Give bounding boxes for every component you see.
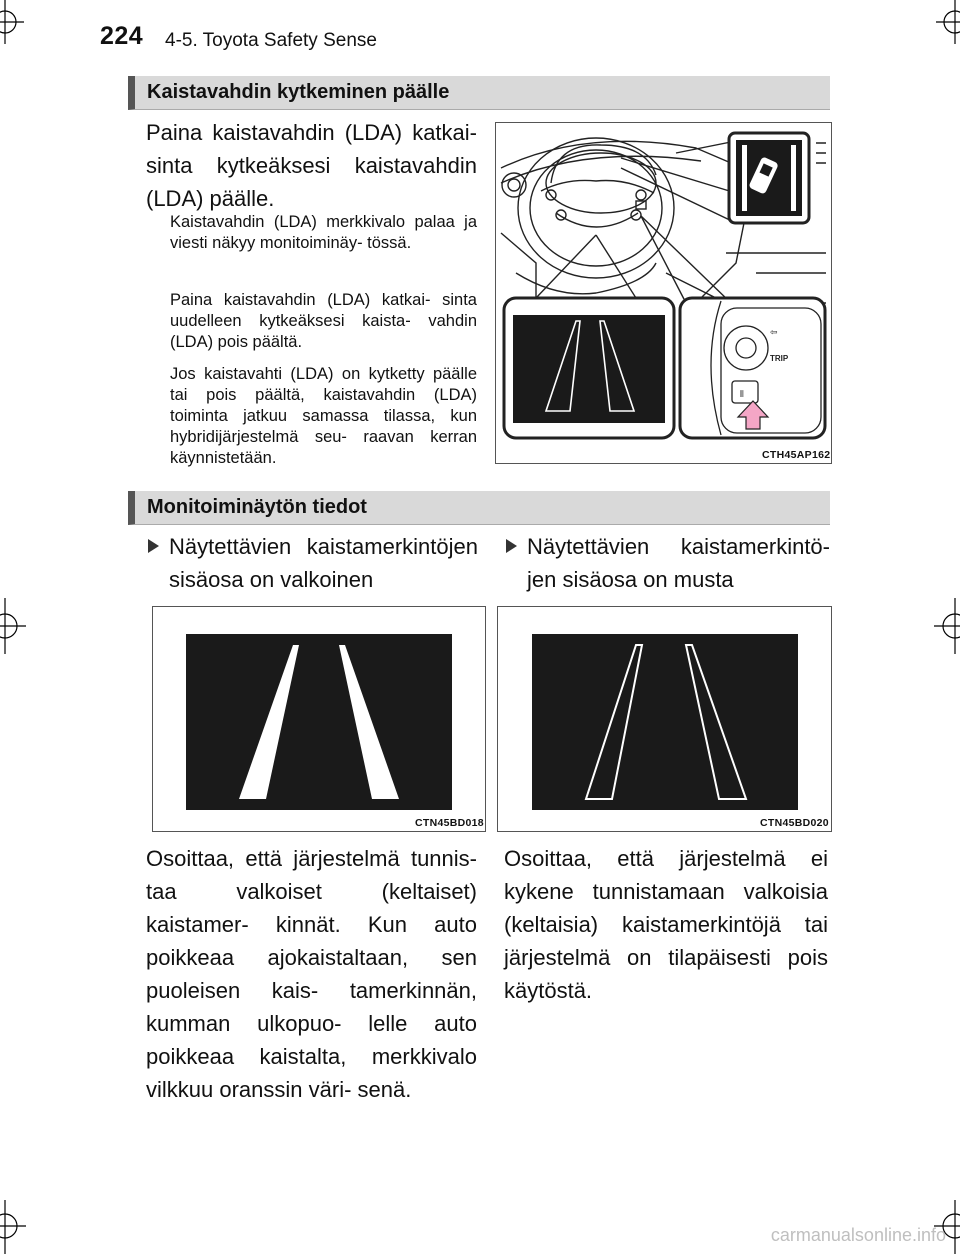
registration-mark-top-left: [0, 0, 30, 44]
registration-mark-bottom-left: [0, 1200, 30, 1254]
svg-text:⫴: ⫴: [740, 389, 744, 399]
lane-display-white-figure: [152, 606, 486, 832]
figure-code: CTN45BD020: [760, 817, 829, 829]
note-memory: Jos kaistavahti (LDA) on kytketty päälle tai pois päältä, kaistavahdin (LDA) toiminta jatkuu samassa tilassa, kun hybridijärjestelmä seu- raavan kerran käynnistetään.: [170, 365, 477, 467]
description-black: Osoittaa, että järjestelmä ei kykene tunnistamaan valkoisia (keltaisia) kaistamerkintöjä tai järjestelmä on tilapäisesti pois käytöstä.: [504, 846, 828, 1003]
svg-text:⇦: ⇦: [770, 327, 778, 337]
bullet-heading-text: Näytettävien kaistamerkintöjen sisäosa on valkoinen: [169, 534, 478, 592]
page-number: 224: [100, 22, 144, 50]
dashboard-drawing: [496, 123, 831, 463]
section-title: Monitoiminäytön tiedot: [147, 496, 367, 518]
registration-mark-mid-right: [930, 598, 960, 654]
section-heading-bar: [128, 76, 830, 110]
figure-code: CTN45BD018: [415, 817, 484, 829]
lda-switch-illustration: [495, 122, 832, 464]
chapter-header: 4-5. Toyota Safety Sense: [165, 30, 377, 51]
note-turn-off: Paina kaistavahdin (LDA) katkai- sinta uudelleen kytkeäksesi kaista- vahdin (LDA) pois päältä.: [170, 291, 477, 351]
registration-mark-top-right: [930, 0, 960, 44]
watermark: carmanualsonline.info: [770, 1225, 946, 1245]
bullet-heading-white: [148, 530, 478, 596]
lane-display-black: [498, 607, 831, 831]
bullet-heading-text: Näytettävien kaistamerkintö- jen sisäosa on musta: [527, 534, 830, 592]
instruction-paragraph: Paina kaistavahdin (LDA) katkai- sinta kytkeäksesi kaistavahdin (LDA) päälle.: [146, 120, 477, 211]
note-indicator: Kaistavahdin (LDA) merkkivalo palaa ja viesti näkyy monitoiminäy- tössä.: [170, 213, 477, 252]
section-heading-bar: [128, 491, 830, 525]
lane-display-black-figure: [497, 606, 832, 832]
description-white: Osoittaa, että järjestelmä tunnis- taa valkoiset (keltaiset) kaistamer- kinnät. Kun auto poikkeaa ajokaistaltaan, sen puoleisen kais- tamerkinnän, kumman ulkopuo- lelle auto poikkeaa kaistalta, merkkivalo vilkkuu oranssin väri- senä.: [146, 846, 477, 1102]
bullet-heading-black: [506, 530, 830, 596]
trip-label: TRIP: [770, 354, 789, 363]
lane-display-white: [153, 607, 485, 831]
bullet-triangle-icon: [506, 539, 517, 553]
registration-mark-mid-left: [0, 598, 30, 654]
figure-code: CTH45AP162: [762, 449, 831, 461]
section-title: Kaistavahdin kytkeminen päälle: [147, 81, 450, 103]
bullet-triangle-icon: [148, 539, 159, 553]
